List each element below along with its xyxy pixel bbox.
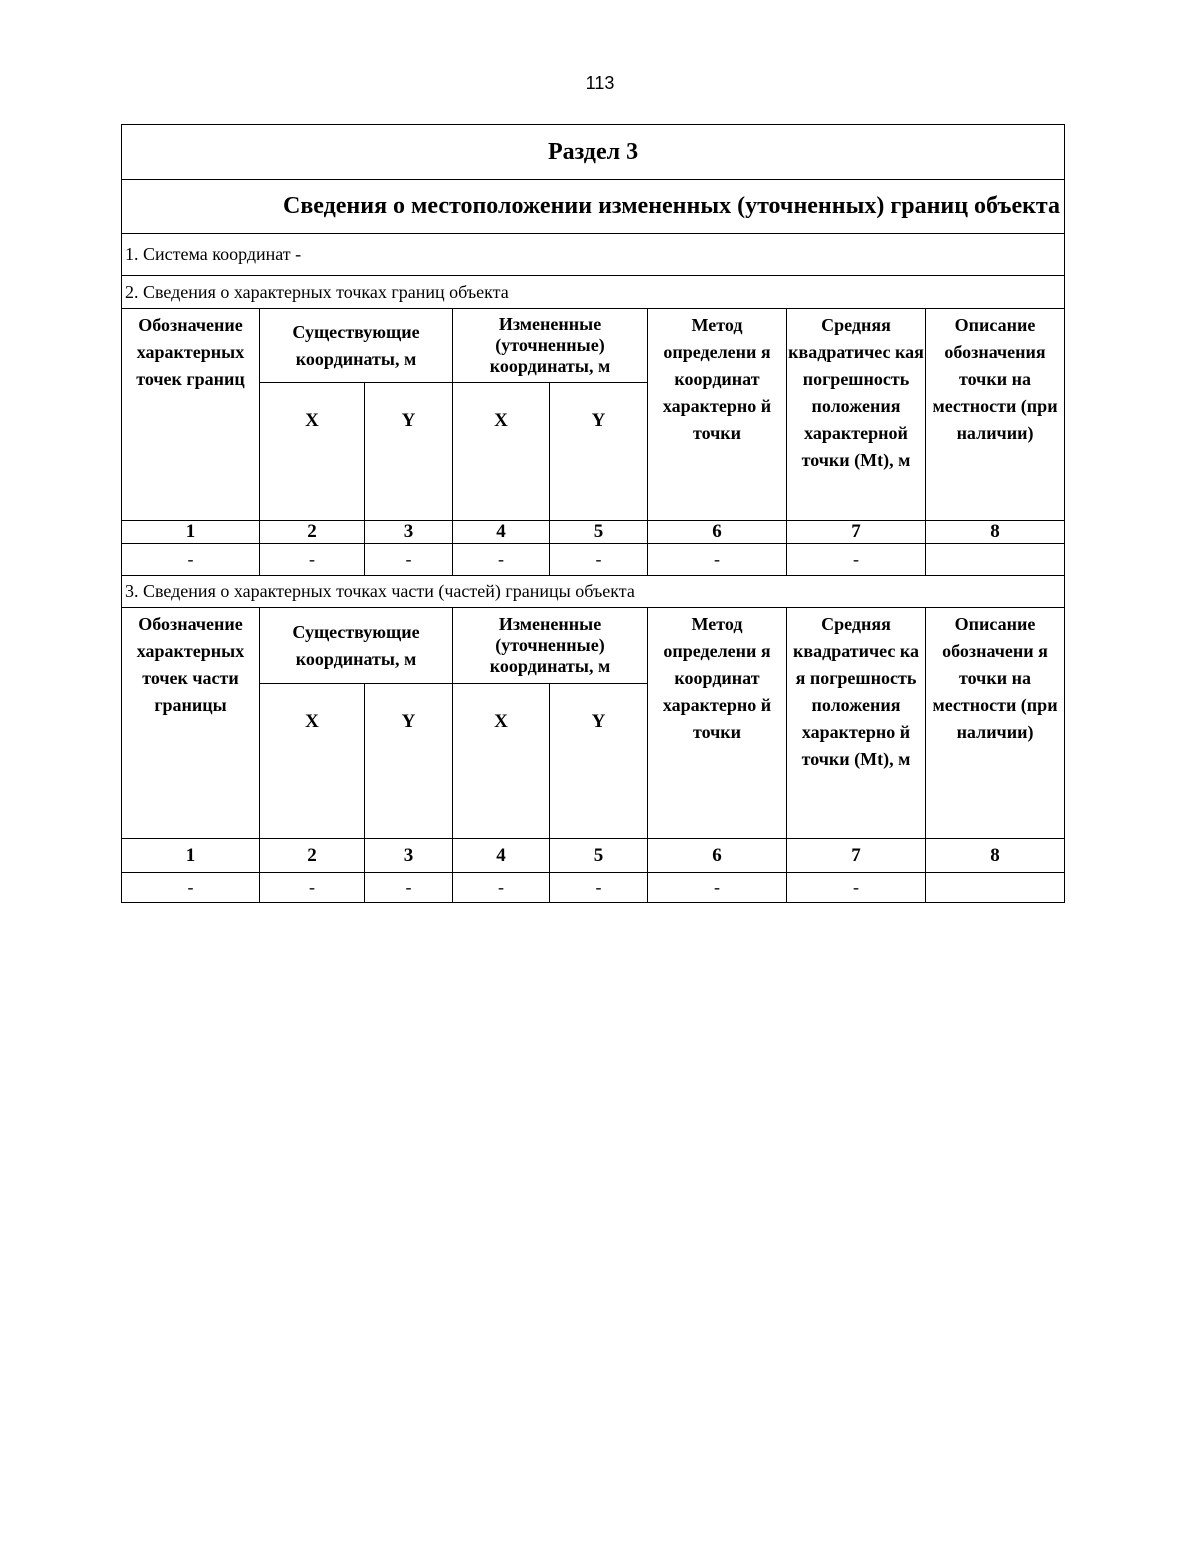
section-3-table	[121, 124, 1065, 903]
table2-cell	[926, 873, 1065, 903]
table1-cell: -	[550, 544, 648, 576]
table1-colnum: 2	[260, 521, 365, 544]
table2-changed-x: X	[453, 684, 550, 839]
table1-error-header: Средняя квадратичес кая погрешность положения характерной точки (Mt), м	[787, 309, 926, 521]
table2-cell: -	[122, 873, 260, 903]
coordinate-system-line: 1. Система координат -	[122, 234, 1065, 276]
table2-colnum: 1	[122, 839, 260, 873]
table1-changed-y: Y	[550, 383, 648, 521]
table2-cell: -	[260, 873, 365, 903]
table2-method-header: Метод определени я координат характерно й точки	[648, 608, 787, 839]
table1-col1-header: Обозначение характерных точек границ	[122, 309, 260, 521]
table1-colnum: 8	[926, 521, 1065, 544]
table1-existing-coords-header: Существующие координаты, м	[260, 309, 453, 383]
table1-method-header: Метод определени я координат характерно й точки	[648, 309, 787, 521]
table2-colnum: 6	[648, 839, 787, 873]
section-subtitle: Сведения о местоположении измененных (уточненных) границ объекта	[122, 180, 1065, 234]
table2-existing-x: X	[260, 684, 365, 839]
table2-changed-coords-header: Измененные (уточненные) координаты, м	[453, 608, 648, 684]
table1-colnum: 5	[550, 521, 648, 544]
table2-cell: -	[453, 873, 550, 903]
table2-changed-y: Y	[550, 684, 648, 839]
table1-changed-coords-header: Измененные (уточненные) координаты, м	[453, 309, 648, 383]
table1-cell: -	[365, 544, 453, 576]
table1-cell: -	[648, 544, 787, 576]
table2-caption: 3. Сведения о характерных точках части (частей) границы объекта	[122, 576, 1065, 608]
table1-cell	[926, 544, 1065, 576]
table1-cell: -	[260, 544, 365, 576]
table1-changed-x: X	[453, 383, 550, 521]
table1-caption: 2. Сведения о характерных точках границ объекта	[122, 276, 1065, 309]
table2-colnum: 2	[260, 839, 365, 873]
page-number: 113	[585, 73, 615, 93]
section-title: Раздел 3	[122, 125, 1065, 180]
table2-existing-coords-header: Существующие координаты, м	[260, 608, 453, 684]
table2-description-header: Описание обозначени я точки на местности (при наличии)	[926, 608, 1065, 839]
table1-existing-y: Y	[365, 383, 453, 521]
table1-description-header: Описание обозначения точки на местности (при наличии)	[926, 309, 1065, 521]
table1-colnum: 1	[122, 521, 260, 544]
table2-colnum: 4	[453, 839, 550, 873]
table2-colnum: 7	[787, 839, 926, 873]
table1-cell: -	[453, 544, 550, 576]
table2-colnum: 5	[550, 839, 648, 873]
table2-existing-y: Y	[365, 684, 453, 839]
table2-error-header: Средняя квадратичес ка я погрешность положения характерно й точки (Mt), м	[787, 608, 926, 839]
table2-cell: -	[648, 873, 787, 903]
table2-colnum: 8	[926, 839, 1065, 873]
table2-colnum: 3	[365, 839, 453, 873]
table2-col1-header: Обозначение характерных точек части границы	[122, 608, 260, 839]
table1-colnum: 7	[787, 521, 926, 544]
table1-cell: -	[122, 544, 260, 576]
table1-colnum: 4	[453, 521, 550, 544]
table1-existing-x: X	[260, 383, 365, 521]
table2-cell: -	[365, 873, 453, 903]
table2-cell: -	[550, 873, 648, 903]
table1-colnum: 6	[648, 521, 787, 544]
table2-cell: -	[787, 873, 926, 903]
table1-colnum: 3	[365, 521, 453, 544]
table1-cell: -	[787, 544, 926, 576]
